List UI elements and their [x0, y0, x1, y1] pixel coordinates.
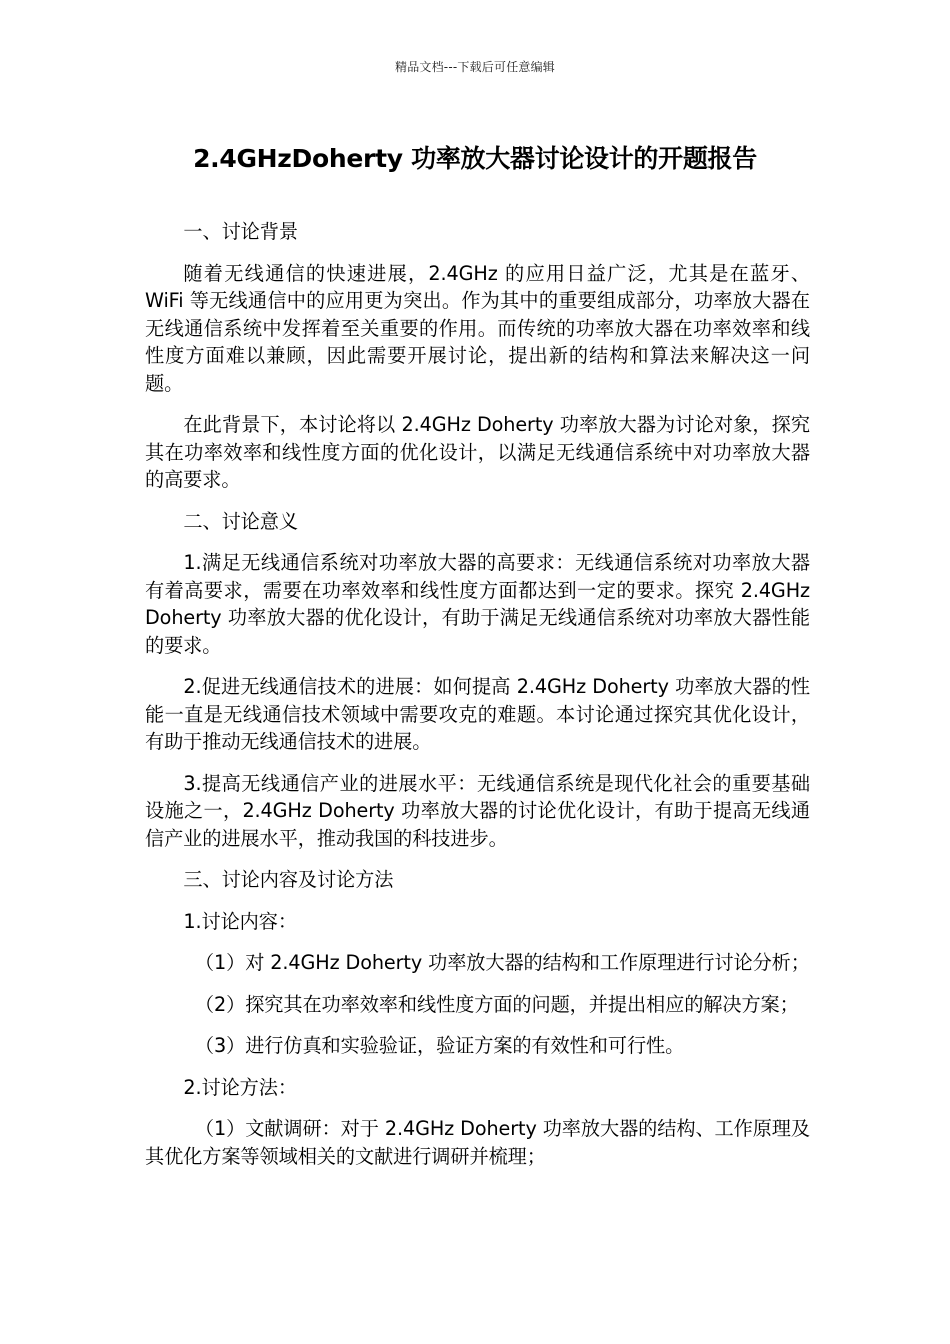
list-item: （3）进行仿真和实验验证，验证方案的有效性和可行性。 — [194, 1034, 685, 1057]
document-title: 2.4GHzDoherty 功率放大器讨论设计的开题报告 — [193, 144, 757, 173]
section-heading-content-methods: 三、讨论内容及讨论方法 — [183, 868, 394, 891]
paragraph: 1.满足无线通信系统对功率放大器的高要求：无线通信系统对功率放大器有着高要求，需要在功率效率和线性度方面都达到一定的要求。探究 2.4GHz Doherty 功率放大器的优化设计，有助于满足无线通信系统对功率放大器性能的要求。 — [145, 551, 810, 657]
paragraph: 随着无线通信的快速进展，2.4GHz 的应用日益广泛，尤其是在蓝牙、WiFi 等无线通信中的应用更为突出。作为其中的重要组成部分，功率放大器在无线通信系统中发挥着至关重要的作用。而传统的功率放大器在功率效率和线性度方面难以兼顾，因此需要开展讨论，提出新的结构和算法来解决这一问题。 — [145, 261, 810, 395]
header-note: 精品文档---下载后可任意编辑 — [395, 60, 555, 74]
subheading-content: 1.讨论内容： — [183, 909, 297, 933]
section-heading-significance: 二、讨论意义 — [183, 509, 298, 533]
paragraph: 2.促进无线通信技术的进展：如何提高 2.4GHz Doherty 功率放大器的性能一直是无线通信技术领域中需要攻克的难题。本讨论通过探究其优化设计，有助于推动无线通信技术的进展。 — [145, 675, 810, 753]
document-body — [145, 218, 810, 1184]
paragraph: 在此背景下，本讨论将以 2.4GHz Doherty 功率放大器为讨论对象，探究其在功率效率和线性度方面的优化设计，以满足无线通信系统中对功率放大器的高要求。 — [145, 413, 810, 491]
paragraph: 3.提高无线通信产业的进展水平：无线通信系统是现代化社会的重要基础设施之一，2.4GHz Doherty 功率放大器的讨论优化设计，有助于提高无线通信产业的进展水平，推动我国的科技进步。 — [145, 771, 810, 850]
list-item: （2）探究其在功率效率和线性度方面的问题，并提出相应的解决方案； — [194, 992, 799, 1016]
list-item: （1）文献调研：对于 2.4GHz Doherty 功率放大器的结构、工作原理及其优化方案等领域相关的文献进行调研并梳理； — [145, 1117, 810, 1168]
section-heading-background: 一、讨论背景 — [183, 220, 298, 243]
list-item: （1）对 2.4GHz Doherty 功率放大器的结构和工作原理进行讨论分析； — [194, 951, 810, 974]
subheading-methods: 2.讨论方法： — [183, 1075, 297, 1099]
